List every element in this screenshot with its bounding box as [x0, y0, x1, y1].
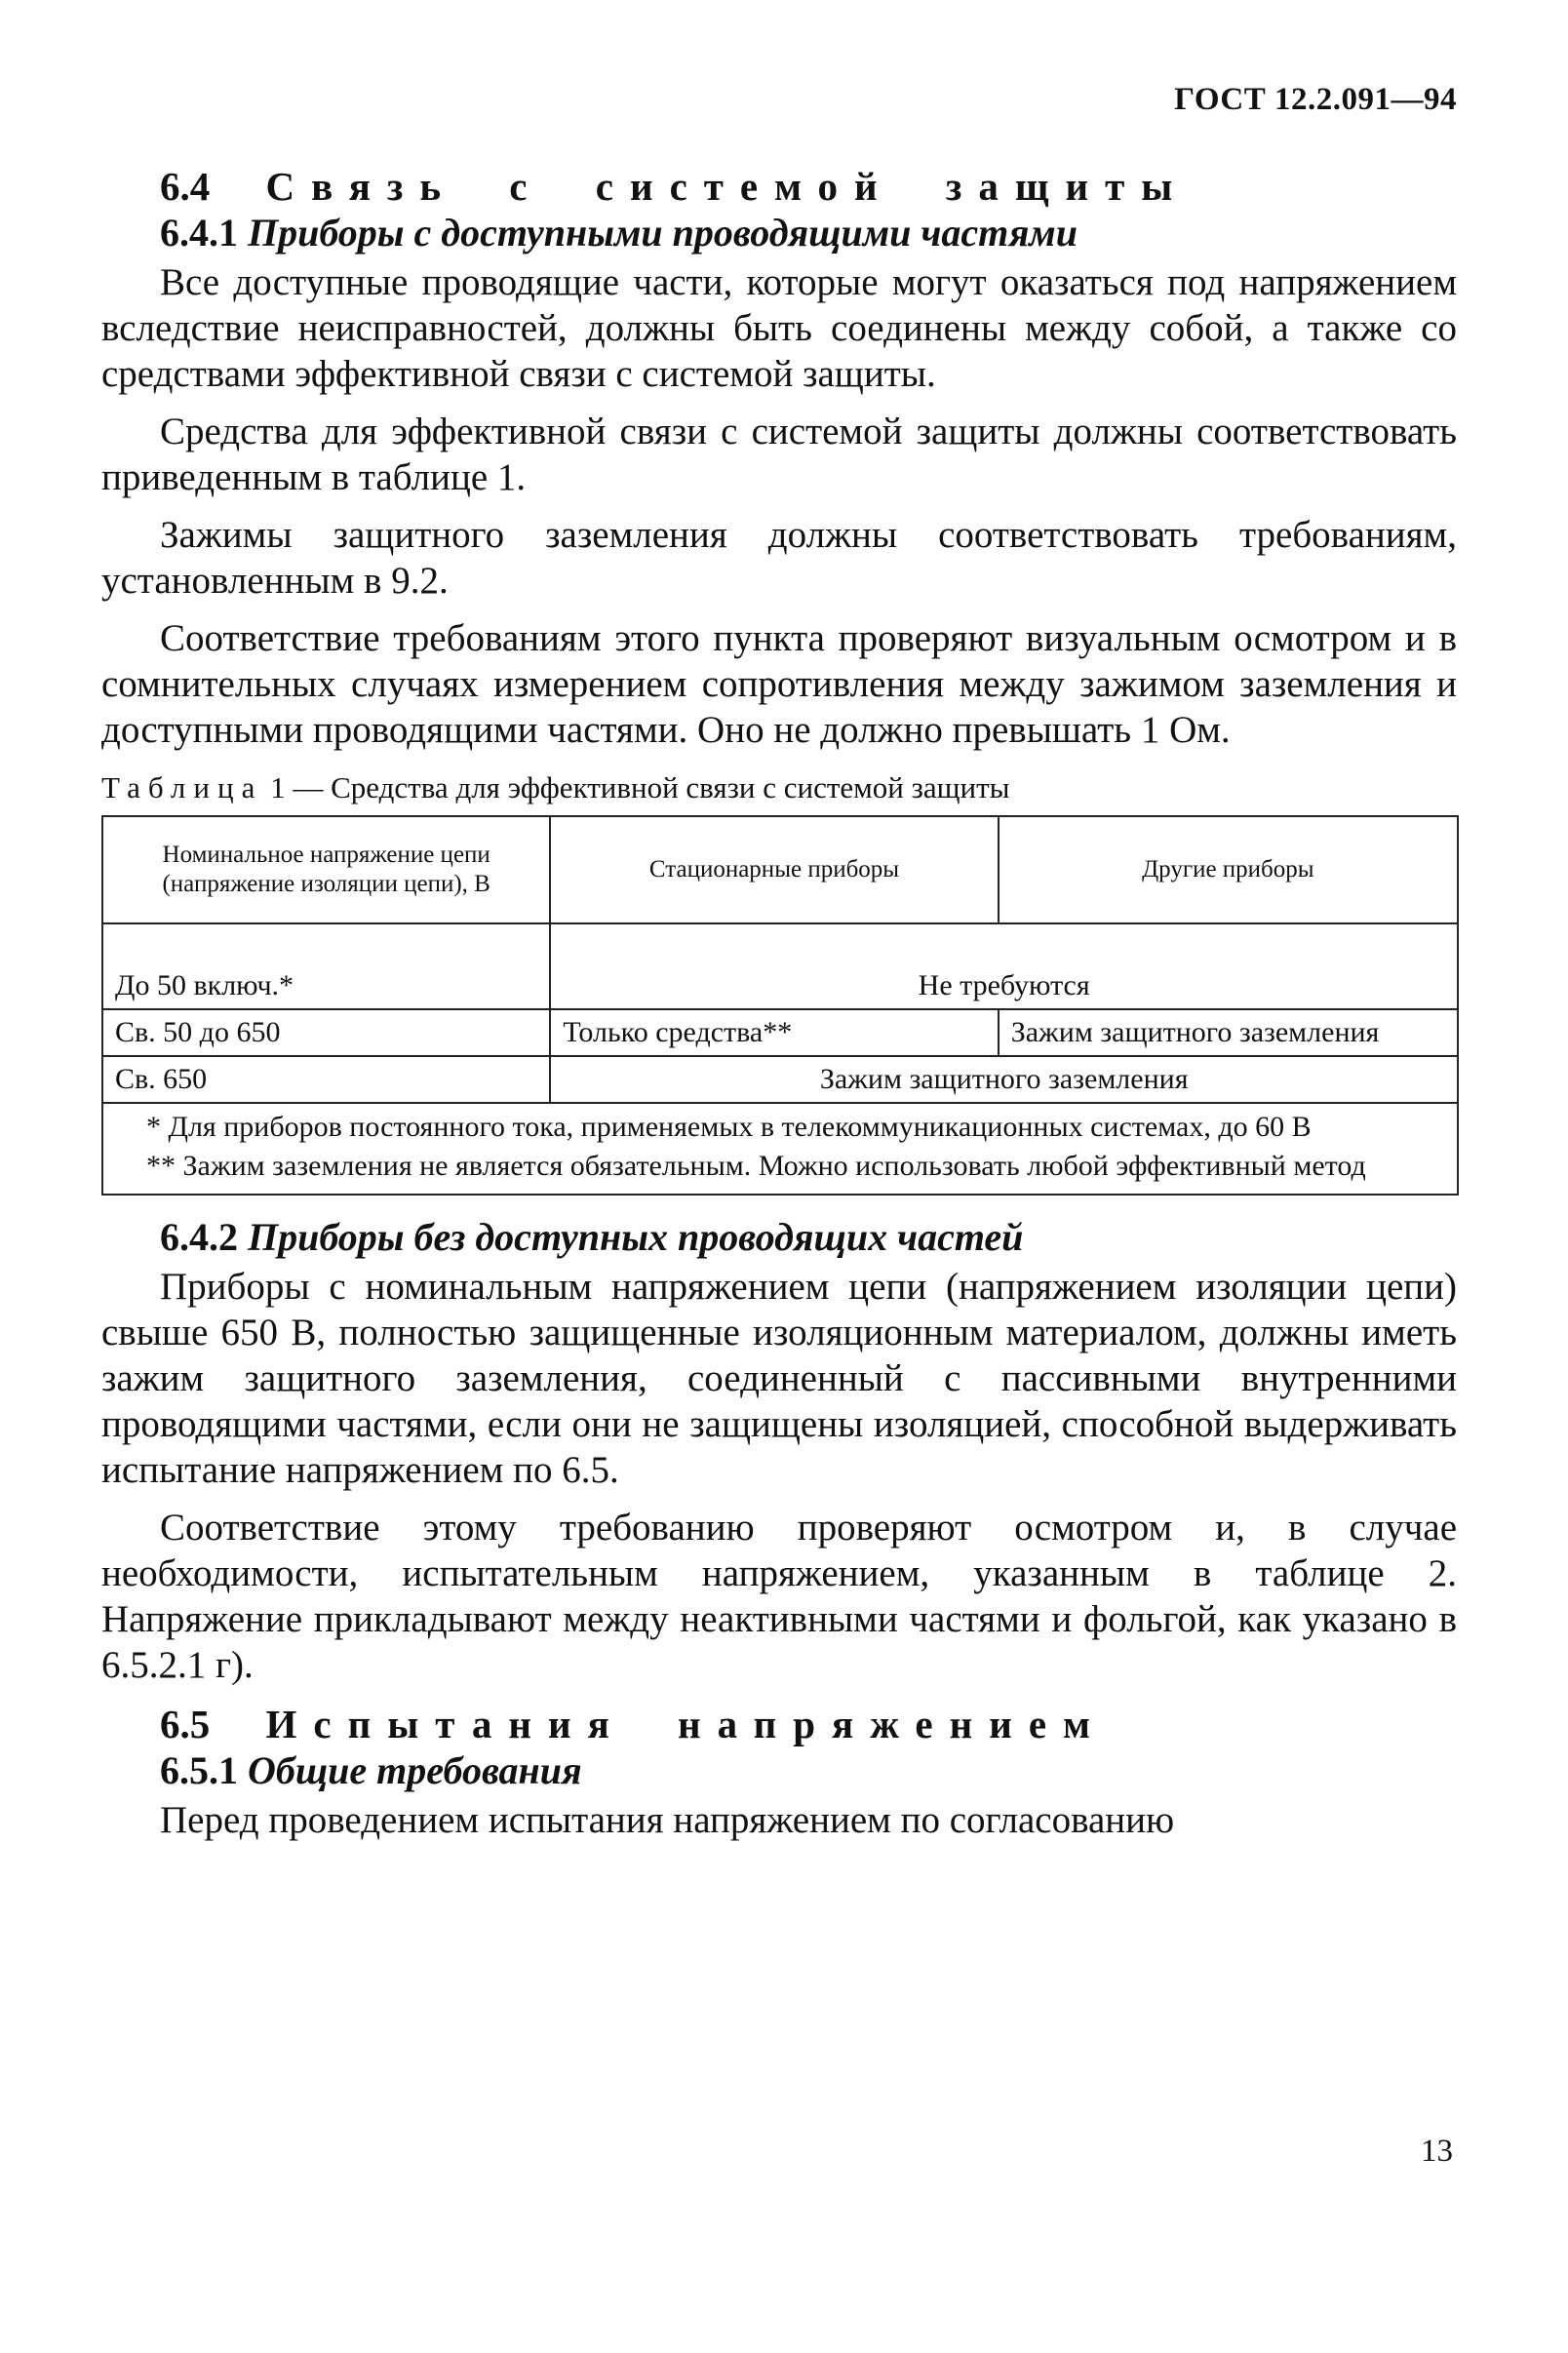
header-cell-voltage: Номинальное напряжение цепи (напряжение изоляции цепи), В [102, 816, 550, 923]
table-caption-text: 1 — Средства для эффективной связи с системой защиты [262, 770, 1010, 804]
subsection-title: Приборы с доступными проводящими частями [248, 211, 1078, 255]
paragraph: Средства для эффективной связи с системой защиты должны соответствовать приведенным в таблице 1. [101, 411, 1457, 498]
table-notes [102, 1103, 1458, 1195]
section-number: 6.5 [160, 1702, 211, 1746]
table-row [102, 1056, 1458, 1103]
table-cell-merged: Зажим защитного заземления [550, 1056, 1458, 1103]
table-notes-row [102, 1103, 1458, 1195]
table-row [102, 923, 1458, 1009]
table-cell-merged: Не требуются [550, 923, 1458, 1009]
subsection-6-4-2-heading [101, 1215, 1457, 1260]
page-number: 13 [1421, 2134, 1453, 2169]
document-body [101, 162, 1457, 1855]
paragraph: Соответствие этому требованию проверяют осмотром и, в случае необходимости, испытательным напряжением, указанным в таблице 2. Напряжение прикладывают между неактивными частями и фольгой, как указано в 6.5.2.1 г). [101, 1507, 1457, 1686]
paragraph: Перед проведением испытания напряжением по согласованию [160, 1799, 1175, 1841]
table-caption [101, 770, 1457, 805]
subsection-6-5-1-heading [101, 1748, 1457, 1793]
section-title: Связь с системой защиты [265, 164, 1190, 209]
table-cell-stationary: Только средства** [550, 1009, 998, 1056]
subsection-title: Приборы без доступных проводящих частей [248, 1215, 1024, 1259]
table-note: ** Зажим заземления не является обязательным. Можно использовать любой эффективный метод [146, 1150, 1366, 1182]
table-row [102, 1009, 1458, 1056]
header-cell-other: Другие приборы [999, 816, 1458, 923]
section-6-5-heading [101, 1700, 1457, 1748]
table-note: * Для приборов постоянного тока, применяемых в телекоммуникационных системах, до 60 В [146, 1111, 1312, 1143]
table-caption-word: Таблица [101, 770, 263, 804]
subsection-number: 6.5.1 [160, 1748, 238, 1792]
paragraph: Все доступные проводящие части, которые могут оказаться под напряжением вследствие неисправностей, должны быть соединены между собой, а также со средствами эффективной связи с системой защиты. [101, 261, 1457, 395]
document-code-header: ГОСТ 12.2.091—94 [1174, 82, 1457, 117]
subsection-title: Общие требования [248, 1748, 582, 1792]
paragraph: Приборы с номинальным напряжением цепи (напряжением изоляции цепи) свыше 650 В, полностью защищенные изоляционным материалом, должны иметь зажим защитного заземления, соединенный с пассивными внутренними проводящими частями, если они не защищены изоляцией, способной выдерживать испытание напряжением по 6.5. [101, 1266, 1457, 1491]
table-cell-range: Св. 50 до 650 [102, 1009, 550, 1056]
table-cell-other: Зажим защитного заземления [999, 1009, 1458, 1056]
table-header-row [102, 816, 1458, 923]
section-title: Испытания напряжением [265, 1702, 1107, 1746]
section-6-4-heading [101, 162, 1457, 211]
protection-table [101, 815, 1459, 1196]
paragraph: Зажимы защитного заземления должны соответствовать требованиям, установленным в 9.2. [101, 514, 1457, 602]
header-cell-stationary: Стационарные приборы [550, 816, 998, 923]
paragraph: Соответствие требованиям этого пункта проверяют визуальным осмотром и в сомнительных случаях измерением сопротивления между зажимом заземления и доступными проводящими частями. Оно не должно превышать 1 Ом. [101, 617, 1457, 751]
subsection-number: 6.4.1 [160, 211, 238, 255]
subsection-6-4-1-heading [101, 211, 1457, 255]
section-number: 6.4 [160, 164, 211, 209]
table-cell-range: До 50 включ.* [102, 923, 550, 1009]
subsection-number: 6.4.2 [160, 1215, 238, 1259]
table-cell-range: Св. 650 [102, 1056, 550, 1103]
